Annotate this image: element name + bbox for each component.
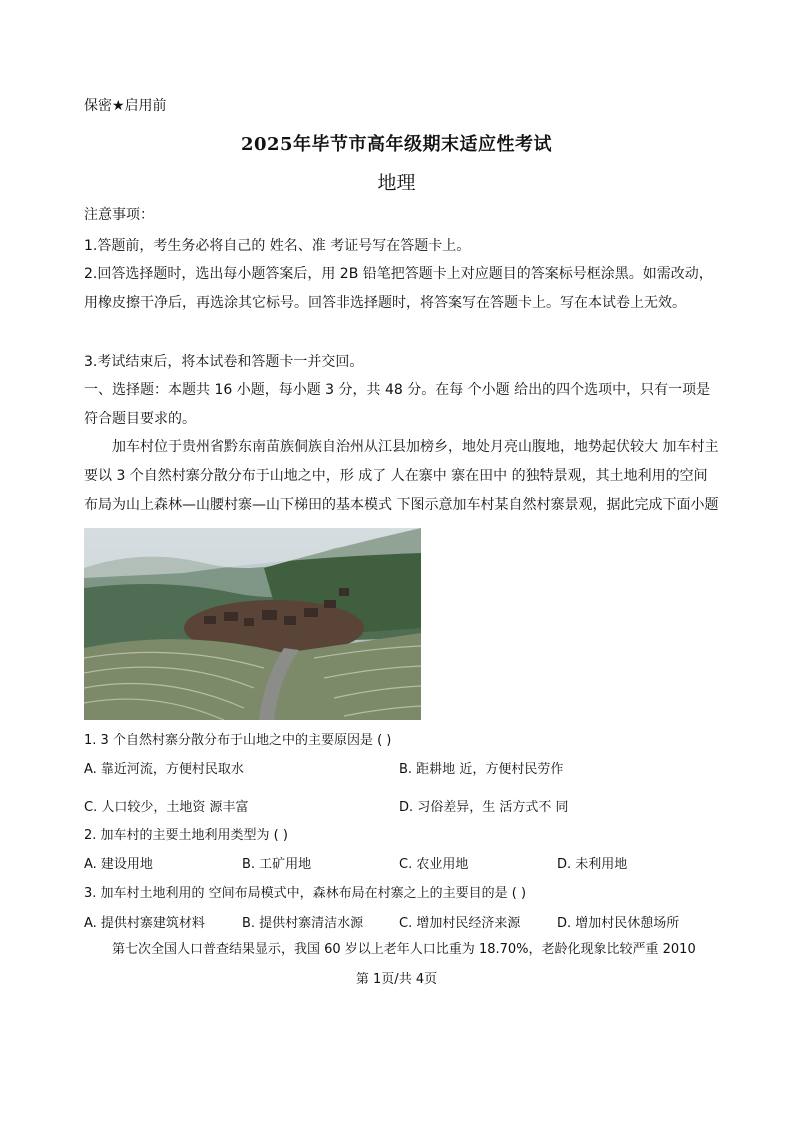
q1-option-a: A. 靠近河流，方便村民取水 xyxy=(84,762,244,777)
subject-title: 地理 xyxy=(377,172,416,194)
q1-option-c: C. 人口较少，土地资 源丰富 xyxy=(84,800,249,815)
q3-option-a: A. 提供村寨建筑材料 xyxy=(84,916,205,931)
note-item-2: 2.回答选择题时，选出每小题答案后，用 2B 铅笔把答题卡上对应题目的答案标号框涂黑。如需改动，用橡皮擦干净后，再选涂其它标号。回答非选择题时，将答案写在答题卡上。写在本试卷上无效。 xyxy=(84,266,713,311)
q2-option-b: B. 工矿用地 xyxy=(242,857,312,872)
q2-option-d: D. 未利用地 xyxy=(557,857,628,872)
q3-option-d: D. 增加村民休憩场所 xyxy=(557,916,680,931)
q2-option-a: A. 建设用地 xyxy=(84,857,153,872)
exam-title: 2025年毕节市高年级期末适应性考试 xyxy=(240,134,553,155)
notes-heading: 注意事项： xyxy=(84,207,154,223)
q3-option-c: C. 增加村民经济来源 xyxy=(399,916,521,931)
question-1-stem: 1. 3 个自然村寨分散分布于山地之中的主要原因是 ( ) xyxy=(84,733,392,748)
question-3-stem: 3. 加车村土地利用的 空间布局模式中，森林布局在村寨之上的主要目的是 ( ) xyxy=(84,886,527,901)
question-2-stem: 2. 加车村的主要土地利用类型为 ( ) xyxy=(84,828,288,843)
q1-option-d: D. 习俗差异，生 活方式不 同 xyxy=(399,800,569,815)
q3-option-b: B. 提供村寨清洁水源 xyxy=(242,916,364,931)
q2-option-c: C. 农业用地 xyxy=(399,857,469,872)
confidential-label: 保密★启用前 xyxy=(84,98,167,114)
q1-option-b: B. 距耕地 近，方便村民劳作 xyxy=(399,762,564,777)
note-item-1: 1.答题前，考生务必将自己的 姓名、准 考证号写在答题卡上。 xyxy=(84,238,471,254)
village-landscape-photo xyxy=(84,528,421,720)
section-intro: 一、选择题：本题共 16 小题，每小题 3 分，共 48 分。在每 个小题 给出的四个选项中，只有一项是符合题目要求的。 xyxy=(84,382,711,427)
next-passage: 第七次全国人口普查结果显示，我国 60 岁以上老年人口比重为 18.70%，老龄化现象比较严重 2010 xyxy=(112,942,696,957)
reading-passage: 加车村位于贵州省黔东南苗族侗族自治州从江县加榜乡，地处月亮山腹地，地势起伏较大 加车村主要以 3 个自然村寨分散分布于山地之中，形 成了 人在寨中 寨在田中 的独特景观，其土地利用的空间布局为山上森林—山腰村寨—山下梯田的基本模式 下图示意加车村某自然村寨景观，据此完成下面小题 xyxy=(84,439,719,513)
page-footer: 第 1页/共 4页 xyxy=(355,972,438,987)
note-item-3: 3.考试结束后，将本试卷和答题卡一并交回。 xyxy=(84,354,364,370)
